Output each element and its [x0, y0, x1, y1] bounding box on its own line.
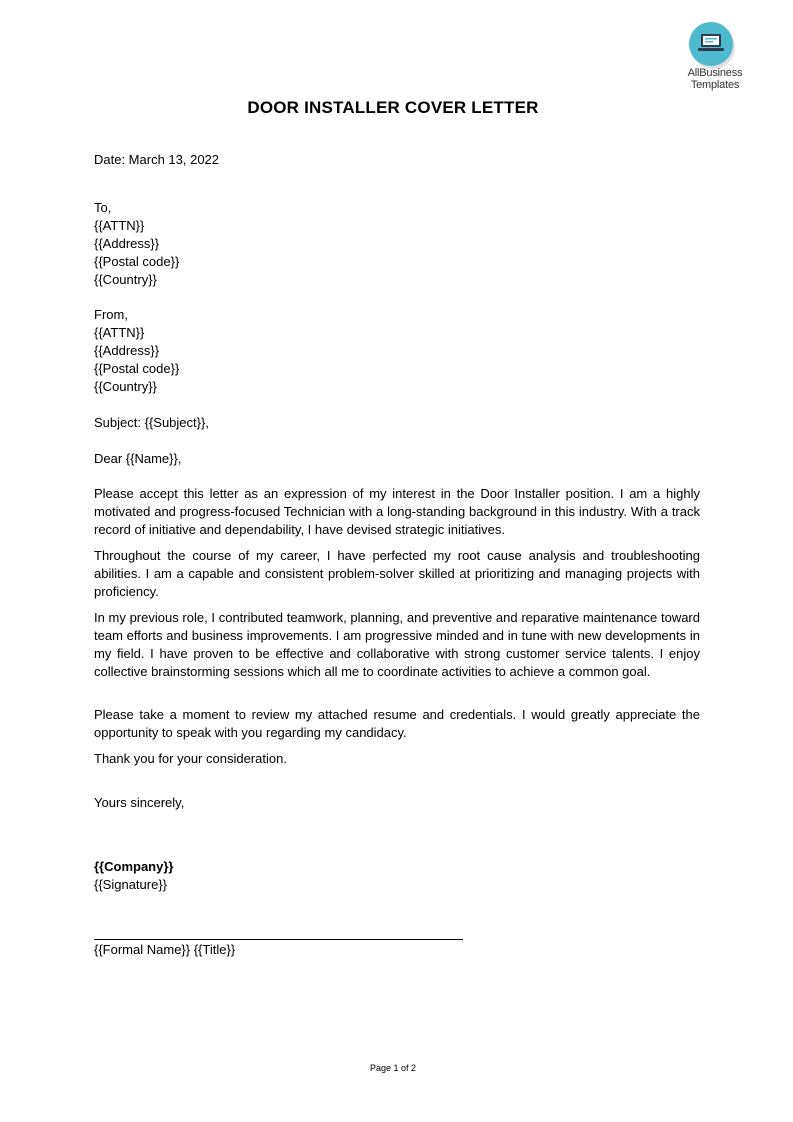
recipient-address: [94, 199, 700, 289]
from-address: {{Address}}: [94, 343, 160, 358]
body-paragraph-3: In my previous role, I contributed teamwork, planning, and preventive and reparative maintenance toward team efforts and business improvements. I am progressive minded and in tune with new developments in my field. I have proven to be effective and collaborative with strong customer service talents. I enjoy collective brainstorming sessions which all me to coordinate activities to achieve a common goal.: [94, 610, 700, 679]
body-paragraph-1: Please accept this letter as an expression of my interest in the Door Installer position. I am a highly motivated and progress-focused Technician with a long-standing background in this industry. With a track record of initiative and dependability, I have devised strategic initiatives.: [94, 486, 700, 537]
from-label: From,: [94, 307, 128, 322]
signature-line: [94, 939, 463, 940]
to-address: {{Address}}: [94, 236, 160, 251]
sender-address: [94, 306, 700, 396]
body-paragraph-2: Throughout the course of my career, I have perfected my root cause analysis and troubleshooting abilities. I am a capable and consistent problem-solver skilled at prioritizing and managing projects with proficiency.: [94, 548, 700, 599]
signature-placeholder: {{Signature}}: [94, 877, 168, 892]
closing: [94, 794, 700, 812]
to-postal-code: {{Postal code}}: [94, 254, 180, 269]
subject-line: [94, 414, 700, 432]
from-postal-code: {{Postal code}}: [94, 361, 180, 376]
logo-text: [680, 67, 750, 91]
to-country: {{Country}}: [94, 272, 157, 287]
document-title: DOOR INSTALLER COVER LETTER: [247, 98, 539, 117]
body-paragraph-5: Thank you for your consideration.: [94, 751, 287, 766]
salutation-text: Dear {{Name}},: [94, 451, 182, 466]
body-paragraph-4: Please take a moment to review my attached resume and credentials. I would greatly appreciate the opportunity to speak with you regarding my candidacy.: [94, 707, 700, 740]
page-number: Page 1 of 2: [369, 1063, 417, 1073]
from-country: {{Country}}: [94, 379, 157, 394]
company-name: {{Company}}: [94, 859, 174, 874]
to-attn: {{ATTN}}: [94, 218, 145, 233]
salutation: [94, 450, 700, 468]
logo-badge: [689, 22, 733, 66]
logo-line-1: AllBusiness: [687, 67, 743, 79]
to-label: To,: [94, 200, 112, 215]
date-text: Date: March 13, 2022: [94, 152, 220, 167]
laptop-icon: [697, 32, 725, 54]
formal-name-title: {{Formal Name}} {{Title}}: [94, 942, 236, 957]
formal-name-block: [94, 941, 700, 959]
from-attn: {{ATTN}}: [94, 325, 145, 340]
closing-text: Yours sincerely,: [94, 795, 185, 810]
subject-text: Subject: {{Subject}},: [94, 415, 209, 430]
logo-line-2: Templates: [690, 79, 740, 91]
signature-block: [94, 858, 700, 894]
date-line: [94, 151, 700, 169]
